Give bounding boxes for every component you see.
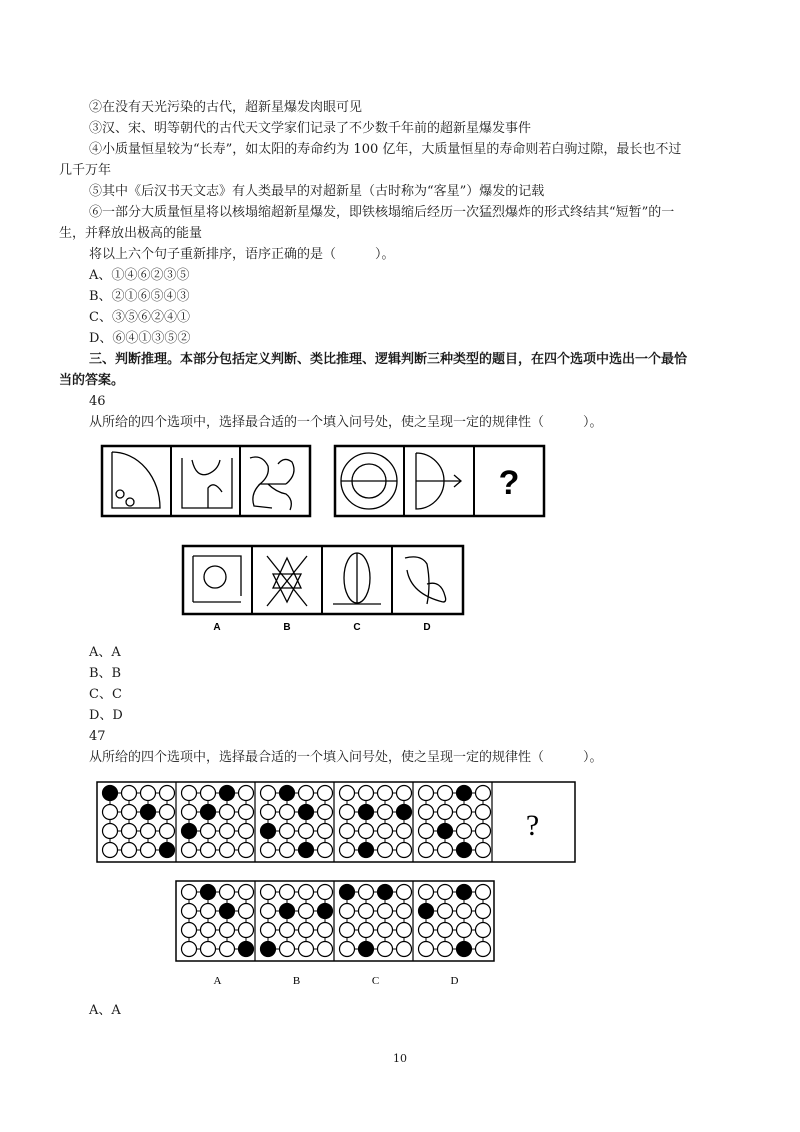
empty-circle: [457, 904, 472, 919]
empty-circle: [299, 786, 314, 801]
q46-option-b-figure: [267, 556, 307, 606]
empty-circle: [340, 923, 355, 938]
q46-cell-1: [112, 452, 160, 508]
empty-circle: [359, 885, 374, 900]
empty-circle: [280, 824, 295, 839]
empty-circle: [378, 805, 393, 820]
empty-circle: [201, 942, 216, 957]
q45-option-c[interactable]: C、③⑤⑥②④①: [89, 310, 190, 325]
empty-circle: [340, 904, 355, 919]
filled-circle: [299, 843, 314, 858]
q46-option-label-b: B: [283, 622, 291, 633]
empty-circle: [160, 824, 175, 839]
filled-circle: [220, 904, 235, 919]
empty-circle: [239, 786, 254, 801]
q47-option-label-d: D: [450, 975, 459, 987]
empty-circle: [318, 786, 333, 801]
empty-circle: [476, 885, 491, 900]
sentence-6: ⑥一部分大质量恒星将以核塌缩超新星爆发，即铁核塌缩后经历一次猛烈爆炸的形式终结其“短暂”的一: [89, 205, 675, 220]
q46-option-d-figure: [405, 557, 446, 604]
q47-option-a[interactable]: A、A: [89, 1003, 121, 1018]
filled-circle: [261, 942, 276, 957]
empty-circle: [397, 843, 412, 858]
empty-circle: [299, 824, 314, 839]
empty-circle: [359, 786, 374, 801]
filled-circle: [457, 942, 472, 957]
empty-circle: [239, 885, 254, 900]
empty-circle: [438, 923, 453, 938]
q46-option-label-c: C: [353, 622, 361, 633]
empty-circle: [476, 824, 491, 839]
empty-circle: [438, 885, 453, 900]
q46-option-label-a: A: [213, 622, 221, 633]
empty-circle: [261, 885, 276, 900]
empty-circle: [239, 843, 254, 858]
empty-circle: [141, 824, 156, 839]
empty-circle: [419, 805, 434, 820]
empty-circle: [201, 904, 216, 919]
filled-circle: [419, 904, 434, 919]
q46-option-label-d: D: [423, 622, 431, 633]
empty-circle: [122, 805, 137, 820]
empty-circle: [122, 824, 137, 839]
empty-circle: [280, 923, 295, 938]
filled-circle: [261, 824, 276, 839]
empty-circle: [261, 805, 276, 820]
q45-option-b[interactable]: B、②①⑥⑤④③: [89, 289, 190, 304]
filled-circle: [457, 843, 472, 858]
empty-circle: [318, 885, 333, 900]
empty-circle: [182, 843, 197, 858]
q45-stem: 将以上六个句子重新排序，语序正确的是（ ）。: [89, 247, 395, 262]
filled-circle: [201, 805, 216, 820]
q47-option-cell-3: [340, 885, 412, 957]
empty-circle: [340, 843, 355, 858]
empty-circle: [182, 923, 197, 938]
section-3-heading: 三、判断推理。本部分包括定义判断、类比推理、逻辑判断三种类型的题目，在四个选项中选出一个最恰: [89, 352, 688, 367]
q46-option-b[interactable]: B、B: [89, 666, 122, 681]
q46-cell-3: [250, 457, 294, 510]
q47-question-mark: ?: [525, 809, 540, 842]
empty-circle: [299, 885, 314, 900]
empty-circle: [457, 805, 472, 820]
empty-circle: [476, 923, 491, 938]
empty-circle: [182, 942, 197, 957]
sentence-2: ②在没有天光污染的古代，超新星爆发肉眼可见: [89, 100, 363, 115]
empty-circle: [220, 843, 235, 858]
empty-circle: [103, 805, 118, 820]
empty-circle: [397, 942, 412, 957]
filled-circle: [220, 786, 235, 801]
empty-circle: [201, 843, 216, 858]
empty-circle: [280, 885, 295, 900]
filled-circle: [160, 843, 175, 858]
empty-circle: [160, 786, 175, 801]
empty-circle: [261, 923, 276, 938]
filled-circle: [438, 824, 453, 839]
empty-circle: [419, 942, 434, 957]
filled-circle: [359, 942, 374, 957]
empty-circle: [476, 942, 491, 957]
empty-circle: [220, 923, 235, 938]
q47-number: 47: [89, 729, 106, 744]
empty-circle: [201, 786, 216, 801]
empty-circle: [201, 824, 216, 839]
empty-circle: [340, 786, 355, 801]
empty-circle: [122, 786, 137, 801]
filled-circle: [182, 824, 197, 839]
empty-circle: [359, 904, 374, 919]
empty-circle: [182, 805, 197, 820]
filled-circle: [239, 942, 254, 957]
empty-circle: [340, 824, 355, 839]
filled-circle: [397, 805, 412, 820]
q47-option-cell-4: [419, 885, 491, 957]
empty-circle: [318, 942, 333, 957]
q47-sequence-cell-4: [340, 786, 412, 858]
q46-options-figure: [181, 544, 465, 638]
filled-circle: [103, 786, 118, 801]
empty-circle: [220, 885, 235, 900]
empty-circle: [378, 843, 393, 858]
empty-circle: [476, 786, 491, 801]
q46-option-c[interactable]: C、C: [89, 687, 122, 702]
empty-circle: [438, 786, 453, 801]
empty-circle: [438, 942, 453, 957]
filled-circle: [280, 904, 295, 919]
empty-circle: [280, 843, 295, 858]
q47-sequence-cell-1: [103, 786, 175, 858]
empty-circle: [419, 824, 434, 839]
q47-option-label-a: A: [213, 975, 222, 987]
empty-circle: [141, 786, 156, 801]
empty-circle: [239, 824, 254, 839]
empty-circle: [359, 824, 374, 839]
empty-circle: [299, 923, 314, 938]
sentence-4-cont: 几千万年: [59, 163, 112, 178]
sentence-6-cont: 生，并释放出极高的能量: [59, 226, 203, 241]
empty-circle: [182, 904, 197, 919]
empty-circle: [182, 885, 197, 900]
empty-circle: [103, 843, 118, 858]
q47-sequence-figure: [96, 781, 576, 863]
empty-circle: [122, 843, 137, 858]
empty-circle: [438, 904, 453, 919]
empty-circle: [141, 843, 156, 858]
empty-circle: [457, 923, 472, 938]
q46-question-mark: ?: [498, 464, 520, 502]
empty-circle: [397, 786, 412, 801]
empty-circle: [340, 805, 355, 820]
empty-circle: [239, 923, 254, 938]
empty-circle: [419, 786, 434, 801]
empty-circle: [457, 824, 472, 839]
empty-circle: [359, 923, 374, 938]
empty-circle: [318, 843, 333, 858]
filled-circle: [141, 805, 156, 820]
q46-cell-5: [416, 453, 461, 509]
empty-circle: [378, 786, 393, 801]
empty-circle: [318, 923, 333, 938]
page-number: 10: [393, 1052, 407, 1065]
filled-circle: [318, 904, 333, 919]
filled-circle: [457, 885, 472, 900]
empty-circle: [103, 824, 118, 839]
q47-sequence-cell-2: [182, 786, 254, 858]
sentence-5: ⑤其中《后汉书天文志》有人类最早的对超新星（古时称为“客星”）爆发的记载: [89, 184, 545, 199]
empty-circle: [318, 824, 333, 839]
empty-circle: [261, 786, 276, 801]
filled-circle: [201, 885, 216, 900]
q47-option-label-c: C: [371, 975, 380, 987]
empty-circle: [299, 904, 314, 919]
empty-circle: [201, 923, 216, 938]
empty-circle: [378, 923, 393, 938]
filled-circle: [359, 843, 374, 858]
empty-circle: [160, 805, 175, 820]
empty-circle: [476, 904, 491, 919]
empty-circle: [378, 942, 393, 957]
empty-circle: [340, 942, 355, 957]
q47-sequence-cell-5: [419, 786, 491, 858]
q46-cell-4: [341, 453, 397, 509]
filled-circle: [457, 786, 472, 801]
filled-circle: [378, 885, 393, 900]
q46-option-d[interactable]: D、D: [89, 708, 123, 723]
empty-circle: [239, 904, 254, 919]
empty-circle: [419, 885, 434, 900]
empty-circle: [182, 786, 197, 801]
empty-circle: [476, 843, 491, 858]
empty-circle: [318, 805, 333, 820]
q47-option-cell-2: [261, 885, 333, 957]
empty-circle: [280, 942, 295, 957]
empty-circle: [280, 805, 295, 820]
empty-circle: [397, 885, 412, 900]
q46-number: 46: [89, 394, 106, 409]
q45-option-d[interactable]: D、⑥④①③⑤②: [89, 331, 191, 346]
empty-circle: [299, 942, 314, 957]
q46-stem: 从所给的四个选项中，选择最合适的一个填入问号处，使之呈现一定的规律性（ ）。: [89, 415, 603, 430]
filled-circle: [359, 805, 374, 820]
q47-options-figure: [175, 880, 497, 992]
q47-option-cell-1: [182, 885, 254, 957]
empty-circle: [261, 904, 276, 919]
filled-circle: [299, 805, 314, 820]
q46-option-a[interactable]: A、A: [89, 645, 121, 660]
empty-circle: [438, 805, 453, 820]
q47-stem: 从所给的四个选项中，选择最合适的一个填入问号处，使之呈现一定的规律性（ ）。: [89, 750, 603, 765]
q46-cell-2: [182, 458, 232, 508]
q47-option-label-b: B: [292, 975, 301, 987]
empty-circle: [220, 942, 235, 957]
q46-option-c-figure: [333, 553, 381, 604]
q46-group1-frame: [102, 446, 310, 516]
q46-option-a-figure: [193, 556, 241, 602]
empty-circle: [378, 904, 393, 919]
empty-circle: [397, 923, 412, 938]
empty-circle: [438, 843, 453, 858]
q46-sequence-figure: [100, 444, 546, 518]
empty-circle: [261, 843, 276, 858]
filled-circle: [340, 885, 355, 900]
empty-circle: [220, 805, 235, 820]
empty-circle: [419, 843, 434, 858]
sentence-4: ④小质量恒星较为“长寿”，如太阳的寿命约为 100 亿年，大质量恒星的寿命则若白驹过隙，最长也不过: [89, 142, 682, 157]
empty-circle: [476, 805, 491, 820]
sentence-3: ③汉、宋、明等朝代的古代天文学家们记录了不少数千年前的超新星爆发事件: [89, 121, 532, 136]
empty-circle: [220, 824, 235, 839]
empty-circle: [378, 824, 393, 839]
q47-sequence-cell-3: [261, 786, 333, 858]
filled-circle: [280, 786, 295, 801]
empty-circle: [397, 824, 412, 839]
empty-circle: [239, 805, 254, 820]
empty-circle: [397, 904, 412, 919]
empty-circle: [419, 923, 434, 938]
q45-option-a[interactable]: A、①④⑥②③⑤: [89, 268, 190, 283]
section-3-heading-cont: 当的答案。: [59, 373, 125, 388]
